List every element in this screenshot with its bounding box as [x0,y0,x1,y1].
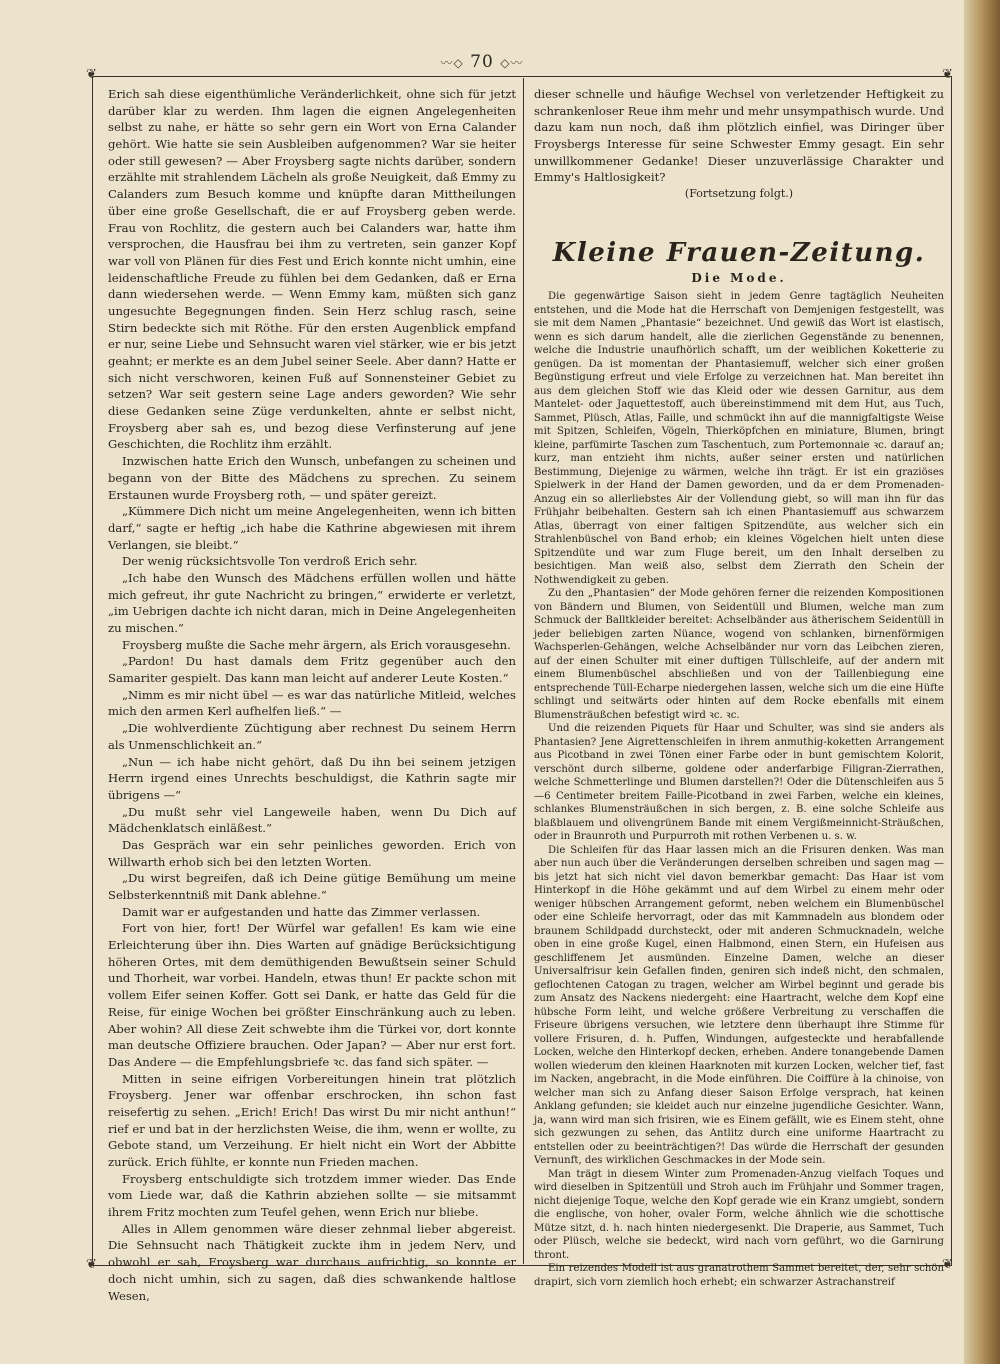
left-column [108,86,516,1304]
paragraph: Das Gespräch war ein sehr peinliches geworden. Erich von Willwarth erhob sich bei den letzten Worten. [108,837,516,869]
paragraph: Die gegenwärtige Saison sieht in jedem Genre tagtäglich Neuheiten entstehen, und die Mode hat die Herrschaft von Demjenigen festgestellt, was sie mit dem Namen „Phantasie“ bezeichnet. Und gewiß das Wort ist elastisch, wenn es sich darum handelt, alle die zierlichen Gegenstände zu benennen, welche die Industrie unaufhörlich schafft, um der weiblichen Koketterie zu genügen. Da ist momentan der Phantasiemuff, welcher sich einer großen Begünstigung erfreut und viele Erfolge zu verzeichnen hat. Man bereitet ihn aus dem gleichen Stoff wie das Kleid oder wie dessen Garnitur, aus dem Mantelet- oder Jaquettestoff, auch übereinstimmend mit dem Hut, aus Tuch, Sammet, Plüsch, Atlas, Faille, und schmückt ihn auf die mannigfaltigste Weise mit Spitzen, Schleifen, Vögeln, Thierköpfchen en miniature, Blumen, bringt kleine, parfümirte Taschen zum Taschentuch, zum Portemonnaie ꝛc. darauf an; kurz, man entzieht ihm nichts, außer seiner ersten und natürlichen Bestimmung, Diejenige zu wärmen, welche ihn trägt. Er ist ein graziöses Spielwerk in der Hand der Damen geworden, und da er dem Promenaden-Anzug ein so allerliebstes Air der Vollendung giebt, so will man ihn für das Frühjahr beibehalten. Gestern sah ich einen Phantasiemuff aus schwarzem Atlas, überragt von einer faltigen Spitzendüte, aus welcher sich ein Strahlenbüschel von Band erhob; ein kleines Vögelchen hielt unten diese Spitzendüte und war zum Fluge bereit, um den Inhalt derselben zu besichtigen. Man weiß also, selbst dem Zierrath den Schein der Nothwendigkeit zu geben. [534,291,944,586]
subsection-title: Die Mode. [691,270,787,285]
paragraph: Erich sah diese eigenthümliche Veränderlichkeit, ohne sich für jetzt darüber klar zu werden. Ihm lagen die eignen Angelegenheiten selbst zu nahe, er hätte so sehr gern ein Wort von Erna Calander gehört. Wie hatte sie sein Ausbleiben aufgenommen? War sie heiter oder still gewesen? — Aber Froysberg sagte nichts darüber, sondern erzählte mit strahlendem Lächeln als große Neuigkeit, daß Emmy zu Calanders zum Besuch komme und knüpfte daran Mittheilungen über eine große Gesellschaft, die er auf Froysberg geben werde. Frau von Rochlitz, die gestern auch bei Calanders war, hatte ihm versprochen, die Hausfrau bei ihm zu vertreten, sein ganzer Kopf war voll von Plänen für dies Fest und Erich konnte nicht umhin, eine leidenschaftliche Freude zu fühlen bei dem Gedanken, daß er Erna dann wiedersehen werde. — Wenn Emmy kam, müßten sich ganz ungesuchte Begegnungen finden. Sein Herz schlug rasch, seine Stirn bedeckte sich mit Röthe. Für den ersten Augenblick empfand er nur, seine Liebe und Sehnsucht waren viel stärker, wie er bis jetzt geahnt; er merkte es an dem Jubel seiner Seele. Aber dann? Hatte er sich nicht verschworen, keinen Fuß auf Sonnensteiner Gebiet zu setzen? War seit gestern seine Lage anders geworden? Wie sehr diese Gedanken seine Züge verdunkelten, ahnte er selbst nicht, Froysberg aber sah es, und bezog diese Verfinsterung auf jene Geschichten, die Rochlitz ihm erzählt. [108,87,516,452]
paragraph: Fort von hier, fort! Der Würfel war gefallen! Es kam wie eine Erleichterung über ihn. Dies Warten auf gnädige Berücksichtigung höheren Ortes, mit dem demüthigenden Bewußtsein seiner Schuld und Thorheit, war vorbei. Handeln, etwas thun! Er packte schon mit vollem Eifer seinen Koffer. Gott sei Dank, er hatte das Geld für die Reise, für einige Wochen bei größter Einschränkung auch zu leben. Aber wohin? All diese Zeit schwebte ihm die Türkei vor, dort konnte man deutsche Offiziere brauchen. Oder Japan? — Aber nur erst fort. Das Andere — die Empfehlungsbriefe ꝛc. das fand sich später. — [108,921,516,1069]
paragraph: Ein reizendes Modell ist aus granatrothem Sammet bereitet, der, sehr schön drapirt, sich vorn ziemlich hoch erhebt; ein schwarzer Astrachanstreif [534,1263,944,1288]
header-flourish-left: 〰◇ [440,56,464,70]
paragraph: Inzwischen hatte Erich den Wunsch, unbefangen zu scheinen und begann von der Bitte des Mädchens zu sprechen. Zu seinem Erstaunen wurde Froysberg roth, — und später gereizt. [108,454,516,502]
paragraph: Alles in Allem genommen wäre dieser zehnmal lieber abgereist. Die Sehnsucht nach Thätigkeit zuckte ihm in jedem Nerv, und obwohl er sah, Froysberg war durchaus aufrichtig, so konnte er doch nicht umhin, sich zu sagen, daß dies schwankende haltlose Wesen, [108,1221,516,1303]
paragraph: Zu den „Phantasien“ der Mode gehören ferner die reizenden Kompositionen von Bändern und Blumen, von Seidentüll und Blumen, welche man zum Schmuck der Balltkleider bereitet: Achselbänder aus ätherischem Seidentüll in jeder beliebigen zarten Nüance, wogend von schlanken, birnenförmigen Wachsperlen-Gehängen, welche Achselbänder nur vorn das Leibchen zieren, auf der einen Schulter mit einer duftigen Tüllschleife, auf der andern mit einem Blumenbüschel abschließen und von der Taillenbiegung eine entsprechende Tüll-Echarpe niedergehen lassen, welche sich um die eine Hüfte schlingt und seitwärts oder hinten auf dem Rocke ebenfalls mit einem Blumensträußchen befestigt wird ꝛc. ꝛc. [534,588,944,721]
corner-ornament-top-right: ❦ [942,67,953,82]
header-flourish-right: ◇〰 [500,56,524,70]
right-column [534,86,944,1289]
corner-ornament-bottom-left: ❦ [86,1257,97,1272]
column-divider [523,78,524,1264]
book-spine [964,0,1000,1364]
paragraph: Damit war er aufgestanden und hatte das Zimmer verlassen. [122,904,481,919]
section-title: Kleine Frauen-Zeitung. [552,237,926,268]
continued-note: (Fortsetzung folgt.) [684,187,794,201]
paragraph: „Die wohlverdiente Züchtigung aber rechnest Du seinem Herrn als Unmenschlichkeit an.“ [108,721,516,752]
paragraph: „Ich habe den Wunsch des Mädchens erfüllen wollen und hätte mich gefreut, ihr gute Nachricht zu bringen,“ erwiderte er verletzt, „im Uebrigen dachte ich nicht daran, mich in Deine Angelegenheiten zu mischen.“ [108,570,516,635]
paragraph: Und die reizenden Piquets für Haar und Schulter, was sind sie anders als Phantasien? Jene Aigrettenschleifen in ihrem anmuthig-koketten Arrangement aus Picotband in zwei Tönen einer Farbe oder in bunt gemischtem Kolorit, verschönt durch silberne, goldene oder anderfarbige Filigran-Zierrathen, welche Schmetterlinge und Blumen darstellen?! Oder die Dütenschleifen aus 5—6 Centimeter breitem Faille-Picotband in zwei Farben, welche ein kleines, schlankes Blumensträußchen in sich bergen, z. B. eine solche Schleife aus blaßblauem und olivengrünem Bande mit einem Vergißmeinnicht-Sträußchen, oder in Braunroth und Purpurroth mit rothen Verbenen u. s. w. [534,723,944,843]
paragraph: Froysberg entschuldigte sich trotzdem immer wieder. Das Ende vom Liede war, daß die Kathrin abziehen sollte — sie mitsammt ihrem Fritz mochten zum Teufel gehen, wenn Erich nur bliebe. [108,1171,516,1220]
page-number: 70 [470,52,494,72]
paragraph: „Kümmere Dich nicht um meine Angelegenheiten, wenn ich bitten darf,“ sagte er heftig „ich habe die Kathrine abgewiesen mit ihrem Verlangen, sie bleibt.“ [108,504,516,552]
paragraph: Der wenig rücksichtsvolle Ton verdroß Erich sehr. [122,554,418,569]
paragraph: Man trägt in diesem Winter zum Promenaden-Anzug vielfach Toques und wird dieselben in Spitzentüll und Stroh auch im Frühjahr und Sommer tragen, nicht diejenige Toque, welche den Kopf gerade wie ein Kranz umgiebt, sondern die englische, von hoher, ovaler Form, welche ähnlich wie die schottische Mütze sitzt, d. h. nach hinten niedergesenkt. Die Draperie, aus Sammet, Tuch oder Plüsch, welche sie bedeckt, wird nach vorn geführt, wo die Garnirung thront. [534,1168,944,1261]
page-header [0,52,964,72]
paragraph: „Nimm es mir nicht übel — es war das natürliche Mitleid, welches mich den armen Kerl aufhelfen ließ.“ — [108,687,516,719]
story-continuation: dieser schnelle und häufige Wechsel von verletzender Heftigkeit zu schrankenloser Reue ihm mehr und mehr unsympathisch wurde. Und dazu kam nun noch, daß ihm plötzlich einfiel, was Diringer über Froysbergs Interesse für seine Schwester Emmy gesagt. Ein sehr unwillkommener Gedanke! Dieser unzuverlässige Charakter und Emmy's Haltlosigkeit? [534,87,944,185]
paragraph: „Du mußt sehr viel Langeweile haben, wenn Du Dich auf Mädchenklatsch einläßest.“ [108,804,516,836]
corner-ornament-bottom-right: ❦ [942,1257,953,1272]
paragraph: Mitten in seine eifrigen Vorbereitungen hinein trat plötzlich Froysberg. Jener war offenbar erschrocken, ihn schon fast reisefertig zu sehen. „Erich! Erich! Das wirst Du mir nicht anthun!“ rief er und bat in der herzlichsten Weise, die ihm, wenn er wollte, zu Gebote stand, um Verzeihung. Er hielt nicht ein Wort der Abbitte zurück. Erich fühlte, er konnte nun Frieden machen. [108,1071,516,1169]
paragraph: „Pardon! Du hast damals dem Fritz gegenüber auch den Samariter gespielt. Das kann man leicht auf anderer Leute Kosten.“ [108,654,516,686]
corner-ornament-top-left: ❦ [86,67,97,82]
fashion-article [534,290,944,1289]
paragraph: „Nun — ich habe nicht gehört, daß Du ihn bei seinem jetzigen Herrn irgend eines Unrechts beschuldigst, die Kathrin sagte mir übrigens —“ [108,754,516,802]
paragraph: Die Schleifen für das Haar lassen mich an die Frisuren denken. Was man aber nun auch über die Veränderungen derselben schreiben und sagen mag — bis jetzt hat sich nicht viel davon bemerkbar gemacht: Das Haar ist vom Hinterkopf in die Höhe gekämmt und auf dem Wirbel zu einem mehr oder weniger hübschen Arrangement geformt, neben welchem ein Blumenbüschel oder eine Schleife hervorragt, oder das mit Kammnadeln aus blondem oder braunem Schildpadd durchsteckt, oder mit anderen Schmucknadeln, welche oben in eine große Kugel, einen Halbmond, einen Stern, ein Hufeisen aus geschliffenem Jet ausmünden. Einzelne Damen, welche an dieser Universalfrisur kein Gefallen finden, geniren sich indeß nicht, den schmalen, geflochtenen Catogan zu tragen, welcher am Wirbel beginnt und gerade bis zum Ansatz des Nackens niedergeht: eine Haartracht, welche dem Kopf eine hübsche Form leiht, und welche größere Verbreitung zu verschaffen die Friseure übrigens versuchen, wie letztere denn überhaupt ihre Stimme für vollere Frisuren, d. h. Puffen, Windungen, aufgesteckte und herabfallende Locken, welche den Hinterkopf decken, erheben. Andere tonangebende Damen wollen wiederum den kleinen Haarknoten mit kurzen Locken, welcher tief, fast im Nacken, angebracht, in die Mode einführen. Die Coiffüre à la chinoise, von welcher man sich zu Anfang dieser Saison Erfolge versprach, hat keinen Anklang gefunden; sie kleidet auch nur einzelne jugendliche Gesichter. Wann, ja, wann wird man sich frisiren, wie es Einem gefällt, wie es Einem steht, ohne sich gezwungen zu sehen, das Antlitz durch eine uniforme Haartracht zu entstellen oder zu beeinträchtigen?! Das würde die Herrschaft der gesunden Vernunft, des wirklichen Geschmackes in der Mode sein. [534,844,944,1167]
paragraph: „Du wirst begreifen, daß ich Deine gütige Bemühung um meine Selbsterkenntniß mit Dank ablehne.“ [108,871,516,902]
paragraph: Froysberg mußte die Sache mehr ärgern, als Erich vorausgesehn. [122,637,511,652]
